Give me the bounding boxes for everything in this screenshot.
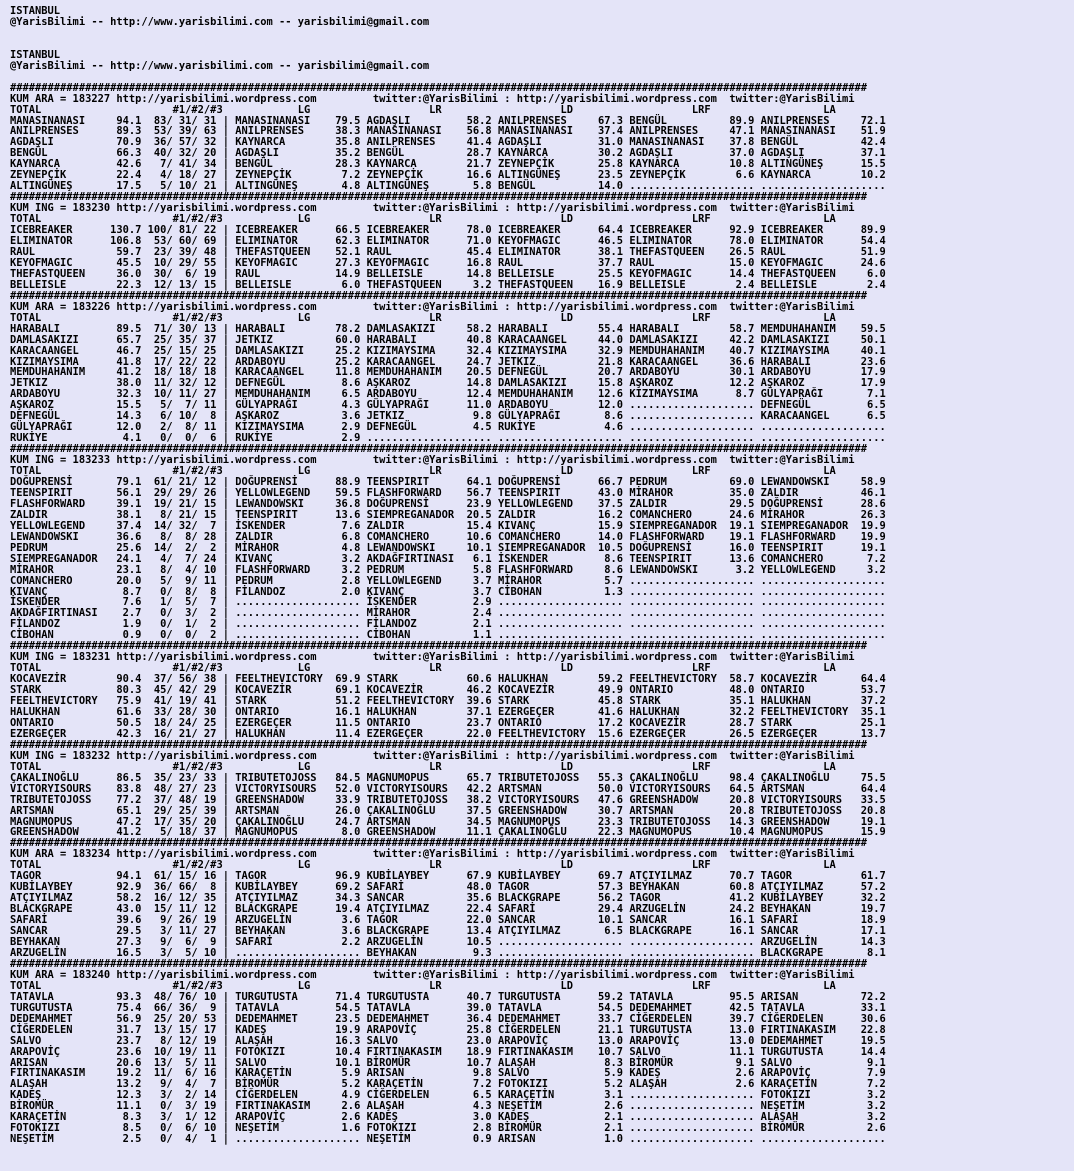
table-row: FIRTINAKASIM 19.2 11/ 6/ 16 | KARAÇETİN 5.9 ARISAN 9.8 SALVO 5.9 KADEŞ 2.6 ARAPOVİÇ 7.9	[10, 1067, 886, 1080]
race-header: KUM ARA = 183226 http://yarisbilimi.wordpress.com twitter:@YarisBilimi : http://yarisbilimi.wordpress.com twitter:@YarisBilimi	[10, 300, 855, 313]
header-contact: @YarisBilimi -- http://www.yarisbilimi.com -- yarisbilimi@gmail.com	[10, 15, 430, 28]
table-row: MEMDUHAHANIM 41.2 18/ 18/ 18 | KARACAANGEL 11.8 MEMDUHAHANIM 20.5 DEFNEGÜL 20.7 ARDABOYU 30.1 ARDABOYU 17.9	[10, 366, 886, 379]
table-row: GÜLYAPRAĞI 12.0 2/ 8/ 11 | KIZIMAYSIMA 2.9 DEFNEGÜL 4.5 RUKİYE 4.6 .................... ....................	[10, 421, 886, 434]
table-row: MAGNUMOPUS 47.2 17/ 35/ 20 | ÇAKALINOĞLU 24.7 ARTSMAN 34.5 MAGNUMOPUS 23.3 TRIBUTETOJOSS 14.3 GREENSHADOW 19.1	[10, 815, 886, 828]
table-row: ZALDIR 38.1 8/ 21/ 15 | TEENSPIRIT 13.6 SIEMPREGANADOR 20.5 ZALDIR 16.2 COMANCHERO 24.6 MİRAHOR 26.3	[10, 508, 886, 521]
race-header: KUM ING = 183233 http://yarisbilimi.wordpress.com twitter:@YarisBilimi : http://yarisbilimi.wordpress.com twitter:@YarisBilimi	[10, 454, 855, 467]
table-row: NEŞETİM 2.5 0/ 4/ 1 | .................... NEŞETİM 0.9 ARISAN 1.0 .................... ....................	[10, 1133, 886, 1146]
table-row: FİLANDOZ 1.9 0/ 1/ 2 | .................... FİLANDOZ 2.1 .................... .................... ....................	[10, 618, 886, 631]
table-row: RUKİYE 4.1 0/ 0/ 6 | RUKİYE 2.9 .................... .................... .................... ....................	[10, 432, 886, 445]
table-row: ALAŞAH 13.2 9/ 4/ 7 | BİROMÜR 5.2 KARAÇETİN 7.2 FOTOKIZI 5.2 ALAŞAH 2.6 KARAÇETİN 7.2	[10, 1078, 886, 1091]
table-row: MİRAHOR 23.1 8/ 4/ 10 | FLASHFORWARD 3.2 PEDRUM 5.8 FLASHFORWARD 8.6 LEWANDOWSKI 3.2 YELLOWLEGEND 3.2	[10, 563, 886, 576]
table-row: FLASHFORWARD 39.1 19/ 21/ 15 | LEWANDOWSKI 36.8 DOĞUPRENSİ 23.9 YELLOWLEGEND 37.5 ZALDIR 29.5 DOĞUPRENSİ 28.6	[10, 497, 886, 510]
column-header: TOTAL #1/#2/#3 LG LR LD LRF LA	[10, 103, 836, 116]
section-divider: #########################################################################################################################################	[10, 837, 868, 850]
table-row: RAUL 59.7 23/ 39/ 48 | THEFASTQUEEN 52.1 RAUL 45.4 ELIMINATOR 38.1 THEFASTQUEEN 26.5 RAUL 51.9	[10, 245, 886, 258]
table-row: VICTORYISOURS 83.8 48/ 27/ 23 | VICTORYISOURS 52.0 VICTORYISOURS 42.2 ARTSMAN 50.0 VICTORYISOURS 64.5 ARTSMAN 64.4	[10, 782, 886, 795]
race-header: KUM ARA = 183227 http://yarisbilimi.wordpress.com twitter:@YarisBilimi : http://yarisbilimi.wordpress.com twitter:@YarisBilimi	[10, 92, 855, 105]
table-row: İSKENDER 7.6 1/ 5/ 7 | .................... İSKENDER 2.9 .................... .................... ....................	[10, 596, 886, 609]
table-row: KARACAANGEL 46.7 25/ 15/ 25 | DAMLASAKIZI 25.2 KIZIMAYSIMA 32.4 KIZIMAYSIMA 32.9 MEMDUHAHANIM 40.7 KIZIMAYSIMA 40.1	[10, 344, 886, 357]
section-divider: #########################################################################################################################################	[10, 191, 868, 204]
table-row: FEELTHEVICTORY 75.9 41/ 19/ 41 | STARK 51.2 FEELTHEVICTORY 39.6 STARK 45.8 STARK 35.1 HALUKHAN 37.2	[10, 695, 886, 708]
column-header: TOTAL #1/#2/#3 LG LR LD LRF LA	[10, 213, 836, 226]
table-row: DOĞUPRENSİ 79.1 61/ 21/ 12 | DOĞUPRENSİ 88.9 TEENSPIRIT 64.1 DOĞUPRENSİ 66.7 PEDRUM 69.0 LEWANDOWSKI 58.9	[10, 475, 886, 488]
table-row: TURGUTUSTA 75.4 66/ 36/ 9 | TATAVLA 54.5 TATAVLA 39.0 TATAVLA 54.5 DEDEMAHMET 42.5 TATAVLA 33.1	[10, 1001, 886, 1014]
section-divider: #########################################################################################################################################	[10, 738, 868, 751]
table-row: ALTINGÜNEŞ 17.5 5/ 10/ 21 | ALTINGÜNEŞ 4.8 ALTINGÜNEŞ 5.8 BENGÜL 14.0 .................... ....................	[10, 180, 886, 193]
column-header: TOTAL #1/#2/#3 LG LR LD LRF LA	[10, 979, 836, 992]
column-header: TOTAL #1/#2/#3 LG LR LD LRF LA	[10, 662, 836, 675]
table-row: KEYOFMAGIC 45.5 10/ 29/ 55 | KEYOFMAGIC 27.3 KEYOFMAGIC 16.8 RAUL 37.7 RAUL 15.0 KEYOFMAGIC 24.6	[10, 256, 886, 269]
column-header: TOTAL #1/#2/#3 LG LR LD LRF LA	[10, 465, 836, 478]
table-row: AŞKAROZ 15.5 5/ 7/ 11 | GÜLYAPRAĞI 4.3 GÜLYAPRAĞI 11.0 ARDABOYU 12.0 .................... DEFNEGÜL 6.5	[10, 399, 886, 412]
table-row: ARZUGELİN 16.5 3/ 5/ 10 | .................... BEYHAKAN 9.3 .................... .................... BLACKGRAPE 8.1	[10, 946, 886, 959]
race-header: KUM ING = 183232 http://yarisbilimi.wordpress.com twitter:@YarisBilimi : http://yarisbilimi.wordpress.com twitter:@YarisBilimi	[10, 749, 855, 762]
table-row: TRIBUTETOJOSS 77.2 37/ 48/ 19 | GREENSHADOW 33.9 TRIBUTETOJOSS 38.2 VICTORYISOURS 47.6 GREENSHADOW 20.8 VICTORYISOURS 33.5	[10, 793, 886, 806]
table-row: HALUKHAN 61.6 33/ 28/ 30 | ONTARIO 16.1 HALUKHAN 37.1 EZERGEÇER 41.6 HALUKHAN 32.2 FEELTHEVICTORY 35.1	[10, 706, 886, 718]
table-row: SALVO 23.7 8/ 12/ 19 | ALAŞAH 16.3 SALVO 23.0 ARAPOVİÇ 13.0 ARAPOVİÇ 13.0 DEDEMAHMET 19.5	[10, 1034, 886, 1047]
table-row: DAMLASAKIZI 65.7 25/ 35/ 37 | JETKIZ 60.0 HARABALI 40.8 KARACAANGEL 44.0 DAMLASAKIZI 42.2 DAMLASAKIZI 50.1	[10, 333, 886, 346]
table-row: HARABALI 89.5 71/ 30/ 13 | HARABALI 78.2 DAMLASAKIZI 58.2 HARABALI 55.4 HARABALI 58.7 MEMDUHAHANIM 59.5	[10, 322, 886, 335]
table-row: PEDRUM 25.6 14/ 2/ 2 | MİRAHOR 4.8 LEWANDOWSKI 10.1 SIEMPREGANADOR 10.5 DOĞUPRENSİ 16.0 TEENSPIRIT 19.1	[10, 541, 886, 554]
table-row: AGDAŞLI 70.9 36/ 57/ 32 | KAYNARCA 35.8 ANILPRENSES 41.4 AGDAŞLI 31.0 MANASINANASI 37.8 BENGÜL 42.4	[10, 136, 886, 149]
table-row: CİĞERDELEN 31.7 13/ 15/ 17 | KADEŞ 19.9 ARAPOVİÇ 25.8 CİĞERDELEN 21.1 TURGUTUSTA 13.0 FIRTINAKASIM 22.8	[10, 1023, 886, 1036]
column-header: TOTAL #1/#2/#3 LG LR LD LRF LA	[10, 859, 836, 872]
table-row: THEFASTQUEEN 36.0 30/ 6/ 19 | RAUL 14.9 BELLEISLE 14.8 BELLEISLE 25.5 KEYOFMAGIC 14.4 THEFASTQUEEN 6.0	[10, 267, 886, 280]
table-row: KAYNARCA 42.6 7/ 41/ 34 | BENGÜL 28.3 KAYNARCA 21.7 ZEYNEPÇİK 25.8 KAYNARCA 10.8 ALTINGÜNEŞ 15.5	[10, 158, 886, 171]
race-header: KUM ING = 183231 http://yarisbilimi.wordpress.com twitter:@YarisBilimi : http://yarisbilimi.wordpress.com twitter:@YarisBilimi	[10, 651, 855, 664]
table-row: DEDEMAHMET 56.9 25/ 20/ 53 | DEDEMAHMET 23.5 DEDEMAHMET 36.4 DEDEMAHMET 33.7 CİĞERDELEN 39.7 CİĞERDELEN 30.6	[10, 1012, 886, 1025]
table-row: ARISAN 20.6 13/ 5/ 11 | SALVO 10.1 BİROMÜR 10.7 ALAŞAH 8.3 BİROMÜR 9.1 SALVO 9.1	[10, 1056, 886, 1069]
table-row: ARDABOYU 32.3 10/ 11/ 27 | MEMDUHAHANIM 6.5 ARDABOYU 12.4 MEMDUHAHANIM 12.6 KIZIMAYSIMA 8.7 GÜLYAPRAĞI 7.1	[10, 388, 886, 401]
table-row: BEYHAKAN 27.3 9/ 6/ 9 | SAFARİ 2.2 ARZUGELİN 10.5 .................... .................... ARZUGELİN 14.3	[10, 936, 886, 949]
table-row: ZEYNEPÇİK 22.4 4/ 18/ 27 | ZEYNEPÇİK 7.2 ZEYNEPÇİK 16.6 ALTINGÜNEŞ 23.5 ZEYNEPÇİK 6.6 KAYNARCA 10.2	[10, 169, 886, 182]
header-city: ISTANBUL	[10, 5, 61, 17]
table-row: KIVANÇ 8.7 0/ 8/ 8 | FİLANDOZ 2.0 KIVANÇ 3.7 CİBOHAN 1.3 .................... ....................	[10, 585, 886, 598]
table-row: TAGOR 94.1 61/ 15/ 16 | TAGOR 96.9 KUBİLAYBEY 67.9 KUBİLAYBEY 69.7 ATÇIYILMAZ 70.7 TAGOR 61.7	[10, 870, 886, 883]
header-contact: @YarisBilimi -- http://www.yarisbilimi.com -- yarisbilimi@gmail.com	[10, 59, 430, 72]
table-row: SIEMPREGANADOR 24.1 4/ 7/ 24 | KIVANÇ 3.2 AKDAĞFIRTINASI 6.1 İSKENDER 8.6 TEENSPIRIT 13.6 COMANCHERO 7.2	[10, 552, 886, 565]
table-row: STARK 80.3 45/ 42/ 29 | KOCAVEZİR 69.1 KOCAVEZİR 46.2 KOCAVEZİR 49.9 ONTARIO 48.0 ONTARIO 53.7	[10, 684, 886, 697]
table-row: TATAVLA 93.3 48/ 76/ 10 | TURGUTUSTA 71.4 TURGUTUSTA 40.7 TURGUTUSTA 59.2 TATAVLA 95.5 ARISAN 72.2	[10, 990, 886, 1003]
race-header: KUM ING = 183230 http://yarisbilimi.wordpress.com twitter:@YarisBilimi : http://yarisbilimi.wordpress.com twitter:@YarisBilimi	[10, 202, 855, 215]
table-row: YELLOWLEGEND 37.4 14/ 32/ 7 | İSKENDER 7.6 ZALDIR 15.4 KIVANÇ 15.9 SIEMPREGANADOR 19.1 SIEMPREGANADOR 19.9	[10, 519, 886, 532]
table-row: AKDAĞFIRTINASI 2.7 0/ 3/ 2 | .................... MİRAHOR 2.4 .................... .................... ....................	[10, 607, 886, 620]
table-row: ARAPOVİÇ 23.6 10/ 19/ 11 | FOTOKIZI 10.4 FIRTINAKASIM 18.9 FIRTINAKASIM 10.7 SALVO 11.1 TURGUTUSTA 14.4	[10, 1045, 886, 1058]
table-row: KADEŞ 12.3 3/ 2/ 14 | CİĞERDELEN 4.9 CİĞERDELEN 6.5 KARAÇETİN 3.1 .................... FOTOKIZI 3.2	[10, 1089, 886, 1102]
table-row: KUBİLAYBEY 92.9 36/ 66/ 8 | KUBİLAYBEY 69.2 SAFARİ 48.0 TAGOR 57.3 BEYHAKAN 60.8 ATÇIYILMAZ 57.2	[10, 881, 886, 894]
blank-line	[10, 39, 1074, 50]
table-row: MANASINANASI 94.1 83/ 31/ 31 | MANASINANASI 79.5 AGDAŞLI 58.2 ANILPRENSES 67.3 BENGÜL 89.9 ANILPRENSES 72.1	[10, 114, 886, 127]
table-row: KARAÇETİN 8.3 3/ 1/ 12 | ARAPOVİÇ 2.6 KADEŞ 3.0 KADEŞ 2.1 .................... ALAŞAH 3.2	[10, 1111, 886, 1124]
table-row: BELLEISLE 22.3 12/ 13/ 15 | BELLEISLE 6.0 THEFASTQUEEN 3.2 THEFASTQUEEN 16.9 BELLEISLE 2.4 BELLEISLE 2.4	[10, 278, 886, 291]
table-row: LEWANDOWSKI 36.6 8/ 8/ 28 | ZALDIR 6.8 COMANCHERO 10.6 COMANCHERO 14.0 FLASHFORWARD 19.1 FLASHFORWARD 19.9	[10, 530, 886, 543]
section-divider: #########################################################################################################################################	[10, 443, 868, 456]
table-row: ARTSMAN 65.1 29/ 25/ 39 | ARTSMAN 26.0 ÇAKALINOĞLU 37.5 GREENSHADOW 30.7 ARTSMAN 20.8 TRIBUTETOJOSS 20.8	[10, 804, 886, 817]
section-divider: #########################################################################################################################################	[10, 289, 868, 302]
table-row: ÇAKALINOĞLU 86.5 35/ 23/ 33 | TRIBUTETOJOSS 84.5 MAGNUMOPUS 65.7 TRIBUTETOJOSS 55.3 ÇAKALINOĞLU 98.4 ÇAKALINOĞLU 75.5	[10, 771, 886, 784]
column-header: TOTAL #1/#2/#3 LG LR LD LRF LA	[10, 311, 836, 324]
section-divider: #########################################################################################################################################	[10, 640, 868, 653]
table-row: SAFARİ 39.6 9/ 26/ 19 | ARZUGELİN 3.6 TAGOR 22.0 SANCAR 10.1 SANCAR 16.1 SAFARİ 18.9	[10, 914, 886, 927]
table-row: ATÇIYILMAZ 58.2 16/ 12/ 35 | ATÇIYILMAZ 34.3 SANCAR 35.6 BLACKGRAPE 56.2 TAGOR 41.2 KUBİLAYBEY 32.2	[10, 892, 886, 905]
section-divider: #########################################################################################################################################	[10, 81, 868, 94]
column-header: TOTAL #1/#2/#3 LG LR LD LRF LA	[10, 760, 836, 773]
race-header: KUM ARA = 183240 http://yarisbilimi.wordpress.com twitter:@YarisBilimi : http://yarisbilimi.wordpress.com twitter:@YarisBilimi	[10, 968, 855, 981]
table-row: ANILPRENSES 89.3 53/ 39/ 63 | ANILPRENSES 38.3 MANASINANASI 56.8 MANASINANASI 37.4 ANILPRENSES 47.1 MANASINANASI 51.9	[10, 125, 886, 138]
section-divider: #########################################################################################################################################	[10, 957, 868, 970]
table-row: SANCAR 29.5 3/ 11/ 27 | BEYHAKAN 3.6 BLACKGRAPE 13.4 ATÇIYILMAZ 6.5 BLACKGRAPE 16.1 SANCAR 17.1	[10, 925, 886, 938]
table-row: GREENSHADOW 41.2 5/ 18/ 37 | MAGNUMOPUS 8.0 GREENSHADOW 11.1 ÇAKALINOĞLU 22.3 MAGNUMOPUS 10.4 MAGNUMOPUS 15.9	[10, 826, 886, 839]
table-row: DEFNEGÜL 14.3 6/ 10/ 8 | AŞKAROZ 3.6 JETKIZ 9.8 GÜLYAPRAĞI 8.6 .................... KARACAANGEL 6.5	[10, 410, 886, 423]
table-row: KOCAVEZİR 90.4 37/ 56/ 38 | FEELTHEVICTORY 69.9 STARK 60.6 HALUKHAN 59.2 FEELTHEVICTORY 58.7 KOCAVEZİR 64.4	[10, 673, 886, 686]
table-row: COMANCHERO 20.0 5/ 9/ 11 | PEDRUM 2.8 YELLOWLEGEND 3.7 MİRAHOR 5.7 .................... ....................	[10, 574, 886, 587]
blank-line	[10, 28, 1074, 39]
table-row: ELIMINATOR 106.8 53/ 60/ 69 | ELIMINATOR 62.3 ELIMINATOR 71.0 KEYOFMAGIC 46.5 ELIMINATOR 78.0 ELIMINATOR 54.4	[10, 235, 886, 248]
table-row: EZERGEÇER 42.3 16/ 21/ 27 | HALUKHAN 11.4 EZERGEÇER 22.0 FEELTHEVICTORY 15.6 EZERGEÇER 26.5 EZERGEÇER 13.7	[10, 727, 886, 740]
table-row: JETKIZ 38.0 11/ 32/ 12 | DEFNEGÜL 8.6 AŞKAROZ 14.8 DAMLASAKIZI 15.8 AŞKAROZ 12.2 AŞKAROZ 17.9	[10, 377, 886, 390]
table-row: ICEBREAKER 130.7 100/ 81/ 22 | ICEBREAKER 66.5 ICEBREAKER 78.0 ICEBREAKER 64.4 ICEBREAKER 92.9 ICEBREAKER 89.9	[10, 224, 886, 237]
header-city: ISTANBUL	[10, 48, 61, 61]
table-row: TEENSPIRIT 56.1 29/ 29/ 26 | YELLOWLEGEND 59.5 FLASHFORWARD 56.7 TEENSPIRIT 43.0 MİRAHOR 35.0 ZALDIR 46.1	[10, 486, 886, 499]
table-row: FOTOKIZI 8.5 0/ 6/ 10 | NEŞETİM 1.6 FOTOKIZI 2.8 BİROMÜR 2.1 .................... BİROMÜR 2.6	[10, 1122, 886, 1135]
race-header: KUM ARA = 183234 http://yarisbilimi.wordpress.com twitter:@YarisBilimi : http://yarisbilimi.wordpress.com twitter:@YarisBilimi	[10, 848, 855, 861]
table-row: BENGÜL 66.3 40/ 32/ 20 | AGDAŞLI 35.2 BENGÜL 28.7 KAYNARCA 30.2 AGDAŞLI 37.0 AGDAŞLI 37.1	[10, 147, 886, 160]
table-row: KIZIMAYSIMA 41.8 17/ 22/ 22 | ARDABOYU 25.2 KARACAANGEL 24.7 JETKIZ 21.8 KARACAANGEL 36.6 HARABALI 23.6	[10, 355, 886, 368]
table-row: ONTARIO 50.5 18/ 24/ 25 | EZERGEÇER 11.5 ONTARIO 23.7 ONTARIO 17.2 KOCAVEZİR 28.7 STARK 25.1	[10, 716, 886, 729]
table-row: BİROMÜR 11.1 0/ 3/ 19 | FIRTINAKASIM 2.6 ALAŞAH 4.3 NEŞETİM 2.6 .................... NEŞETİM 3.2	[10, 1100, 886, 1113]
table-row: CİBOHAN 0.9 0/ 0/ 2 | .................... CİBOHAN 1.1 .................... .................... ....................	[10, 629, 886, 642]
table-row: BLACKGRAPE 43.0 15/ 11/ 12 | BLACKGRAPE 19.4 ATÇIYILMAZ 22.4 SAFARİ 29.4 ARZUGELİN 24.2 BEYHAKAN 19.7	[10, 903, 886, 916]
